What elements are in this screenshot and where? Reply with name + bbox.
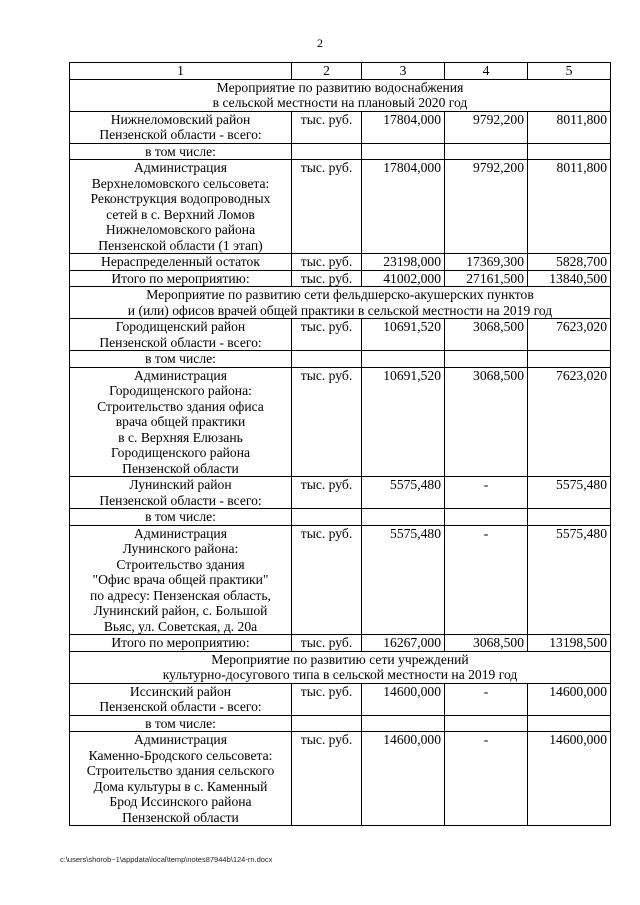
funding-table [69,62,611,826]
row-name-cell: в том числе: [70,143,292,160]
unit-cell: тыс. руб. [292,525,362,635]
table-row [70,367,611,477]
header-cell: 4 [445,63,528,80]
value-col4-cell: 27161,500 [445,270,528,287]
value-col4-cell [445,143,528,160]
row-name-cell: в том числе: [70,351,292,368]
value-col5-cell: 5828,700 [528,254,611,271]
header-cell: 3 [362,63,445,80]
value-col3-cell: 5575,480 [362,477,445,509]
value-col5-cell [528,143,611,160]
table-row [70,525,611,635]
unit-cell: тыс. руб. [292,732,362,826]
row-name-cell: Администрация Верхнеломовского сельсовета: Реконструкция водопроводных сетей в с. Верхний Ломов Нижнеломовского района Пензенской области (1 этап) [70,160,292,254]
unit-cell: тыс. руб. [292,111,362,143]
value-col5-cell [528,715,611,732]
unit-cell: тыс. руб. [292,367,362,477]
header-cell: 5 [528,63,611,80]
value-col3-cell: 10691,520 [362,319,445,351]
row-name-cell: Лунинский район Пензенской области - всего: [70,477,292,509]
value-col5-cell: 14600,000 [528,683,611,715]
table-body [70,63,611,826]
value-col5-cell: 5575,480 [528,525,611,635]
value-col5-cell: 13198,500 [528,635,611,652]
header-cell: 2 [292,63,362,80]
file-path-footer: c:\users\shorob~1\appdata\local\temp\notes87944b\124-rn.docx [60,855,273,864]
value-col5-cell: 7623,020 [528,319,611,351]
value-col4-cell [445,509,528,526]
row-name-cell: в том числе: [70,509,292,526]
unit-cell: тыс. руб. [292,319,362,351]
value-col4-cell [445,351,528,368]
value-col5-cell: 8011,800 [528,111,611,143]
table-header-row [70,63,611,80]
unit-cell: тыс. руб. [292,477,362,509]
row-name-cell: в том числе: [70,715,292,732]
table-row [70,477,611,509]
table-row [70,683,611,715]
table-row [70,509,611,526]
row-name-cell: Администрация Лунинского района: Строительство здания "Офис врача общей практики" по адресу: Пензенская область, Лунинский район, с. Большой Вьяс, ул. Советская, д. 20а [70,525,292,635]
value-col4-cell: 3068,500 [445,367,528,477]
section-header-row [70,79,611,111]
row-name-cell: Нераспределенный остаток [70,254,292,271]
value-col3-cell: 14600,000 [362,683,445,715]
value-col5-cell: 5575,480 [528,477,611,509]
value-col3-cell: 14600,000 [362,732,445,826]
value-col5-cell: 13840,500 [528,270,611,287]
table-row [70,319,611,351]
section-title: Мероприятие по развитию водоснабжения в сельской местности на плановый 2020 год [70,79,611,111]
value-col4-cell: - [445,525,528,635]
value-col5-cell [528,351,611,368]
unit-cell: тыс. руб. [292,635,362,652]
value-col5-cell: 7623,020 [528,367,611,477]
value-col4-cell: 9792,200 [445,160,528,254]
value-col4-cell: - [445,732,528,826]
table-row [70,254,611,271]
section-title: Мероприятие по развитию сети фельдшерско-акушерских пунктов и (или) офисов врачей общей практики в сельской местности на 2019 год [70,287,611,319]
value-col5-cell [528,509,611,526]
row-name-cell: Администрация Городищенского района: Строительство здания офиса врача общей практики в с. Верхняя Елюзань Городищенского района Пензенской области [70,367,292,477]
section-header-row [70,287,611,319]
unit-cell: тыс. руб. [292,160,362,254]
table-row [70,160,611,254]
unit-cell [292,351,362,368]
value-col4-cell [445,715,528,732]
table-row [70,635,611,652]
value-col3-cell: 41002,000 [362,270,445,287]
value-col3-cell: 17804,000 [362,160,445,254]
row-name-cell: Иссинский район Пензенской области - всего: [70,683,292,715]
value-col4-cell: 9792,200 [445,111,528,143]
row-name-cell: Итого по мероприятию: [70,270,292,287]
page-number: 2 [317,36,323,50]
value-col4-cell: - [445,477,528,509]
table-row [70,111,611,143]
row-name-cell: Администрация Каменно-Бродского сельсовета: Строительство здания сельского Дома культуры в с. Каменный Брод Иссинского района Пензенской области [70,732,292,826]
value-col4-cell: - [445,683,528,715]
unit-cell [292,715,362,732]
value-col5-cell: 14600,000 [528,732,611,826]
value-col3-cell [362,143,445,160]
section-header-row [70,651,611,683]
unit-cell [292,143,362,160]
unit-cell: тыс. руб. [292,270,362,287]
value-col3-cell: 10691,520 [362,367,445,477]
unit-cell: тыс. руб. [292,254,362,271]
table-row [70,732,611,826]
row-name-cell: Итого по мероприятию: [70,635,292,652]
table-row [70,715,611,732]
table-row [70,270,611,287]
value-col3-cell: 5575,480 [362,525,445,635]
value-col3-cell [362,351,445,368]
table-row [70,143,611,160]
value-col3-cell: 17804,000 [362,111,445,143]
row-name-cell: Городищенский район Пензенской области - всего: [70,319,292,351]
unit-cell: тыс. руб. [292,683,362,715]
table-row [70,351,611,368]
value-col5-cell: 8011,800 [528,160,611,254]
value-col3-cell: 16267,000 [362,635,445,652]
value-col3-cell [362,715,445,732]
value-col4-cell: 3068,500 [445,319,528,351]
unit-cell [292,509,362,526]
value-col4-cell: 3068,500 [445,635,528,652]
value-col3-cell: 23198,000 [362,254,445,271]
value-col4-cell: 17369,300 [445,254,528,271]
value-col3-cell [362,509,445,526]
section-title: Мероприятие по развитию сети учреждений культурно-досугового типа в сельской местности на 2019 год [70,651,611,683]
row-name-cell: Нижнеломовский район Пензенской области - всего: [70,111,292,143]
header-cell: 1 [70,63,292,80]
